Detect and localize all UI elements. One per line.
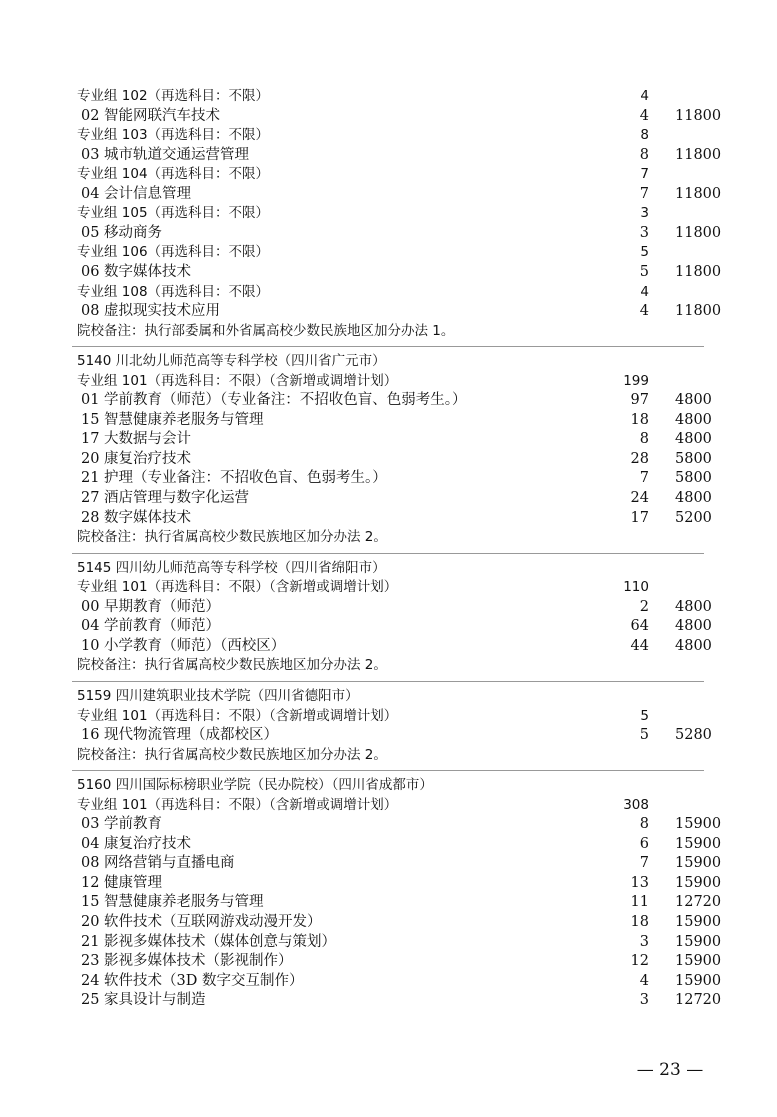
plan-count: 2 — [639, 598, 649, 615]
major-row — [0, 449, 777, 469]
plan-count: 5 — [640, 707, 649, 724]
row-label: 5159 四川建筑职业技术学院（四川省德阳市） — [77, 687, 359, 704]
row-label: 15 智慧健康养老服务与管理 — [81, 411, 264, 428]
row-label: 专业组 101（再选科目：不限）（含新增或调增计划） — [77, 579, 398, 596]
major-row — [0, 184, 777, 204]
tuition-fee: 4800 — [675, 598, 712, 615]
school-header — [0, 351, 777, 371]
major-row — [0, 106, 777, 126]
row-label: 16 现代物流管理（成都校区） — [81, 727, 279, 744]
tuition-fee: 11800 — [675, 224, 722, 241]
row-label: 专业组 101（再选科目：不限）（含新增或调增计划） — [77, 372, 398, 389]
plan-count: 13 — [630, 874, 649, 891]
tuition-fee: 15900 — [675, 933, 722, 950]
plan-count: 17 — [630, 509, 649, 526]
tuition-fee: 4800 — [675, 618, 712, 635]
section-divider — [72, 770, 704, 771]
group-row — [0, 282, 777, 302]
row-label: 专业组 105（再选科目：不限） — [77, 205, 270, 222]
group-row — [0, 125, 777, 145]
tuition-fee: 4800 — [675, 431, 712, 448]
row-label: 5160 四川国际标榜职业学院（民办院校）（四川省成都市） — [77, 777, 433, 794]
plan-count: 7 — [639, 470, 649, 487]
plan-count: 7 — [640, 166, 649, 183]
row-label: 院校备注：执行省属高校少数民族地区加分办法 2。 — [77, 529, 387, 546]
plan-count: 3 — [639, 224, 649, 241]
group-row — [0, 164, 777, 184]
row-label: 10 小学教育（师范）（西校区） — [81, 637, 286, 654]
row-label: 08 网络营销与直播电商 — [81, 855, 235, 872]
school-note — [0, 321, 777, 341]
major-row — [0, 262, 777, 282]
tuition-fee: 11800 — [675, 107, 722, 124]
major-row — [0, 951, 777, 971]
row-label: 27 酒店管理与数字化运营 — [81, 490, 250, 506]
tuition-fee: 11800 — [675, 263, 722, 280]
major-row — [0, 834, 777, 854]
tuition-fee: 12720 — [675, 992, 722, 1009]
plan-count: 4 — [639, 107, 649, 124]
row-label: 专业组 106（再选科目：不限） — [77, 244, 270, 261]
plan-count: 8 — [639, 431, 649, 448]
row-label: 04 会计信息管理 — [81, 185, 192, 202]
section-divider — [72, 553, 704, 554]
plan-count: 64 — [630, 618, 649, 635]
plan-count: 5 — [640, 244, 649, 261]
row-label: 25 家具设计与制造 — [81, 992, 206, 1009]
section-divider — [72, 681, 704, 682]
plan-count: 3 — [639, 933, 649, 950]
group-row — [0, 706, 777, 726]
major-row — [0, 429, 777, 449]
major-row — [0, 468, 777, 488]
major-row — [0, 814, 777, 834]
section-divider — [72, 346, 704, 347]
plan-count: 97 — [630, 392, 649, 409]
group-row — [0, 203, 777, 223]
major-row — [0, 390, 777, 410]
row-label: 12 健康管理 — [81, 874, 163, 891]
row-label: 5145 四川幼儿师范高等专科学校（四川省绵阳市） — [77, 559, 386, 576]
row-label: 03 城市轨道交通运营管理 — [81, 146, 250, 163]
row-label: 28 数字媒体技术 — [81, 509, 192, 526]
tuition-fee: 5800 — [675, 470, 712, 487]
row-label: 08 虚拟现实技术应用 — [81, 303, 221, 320]
plan-count: 18 — [630, 411, 649, 428]
row-label: 05 移动商务 — [81, 224, 163, 241]
row-label: 20 软件技术（互联网游戏动漫开发） — [81, 914, 322, 930]
tuition-fee: 15900 — [675, 835, 722, 852]
school-header — [0, 775, 777, 795]
row-label: 5140 川北幼儿师范高等专科学校（四川省广元市） — [77, 353, 386, 370]
plan-count: 4 — [640, 88, 649, 104]
row-label: 00 早期教育（师范） — [81, 598, 221, 615]
tuition-fee: 4800 — [675, 411, 712, 428]
row-label: 20 康复治疗技术 — [81, 450, 192, 467]
plan-count: 8 — [639, 816, 649, 833]
row-label: 02 智能网联汽车技术 — [81, 107, 221, 124]
school-note — [0, 745, 777, 765]
tuition-fee: 12720 — [675, 894, 722, 911]
plan-count: 5 — [639, 727, 649, 744]
tuition-fee: 4800 — [675, 392, 712, 409]
tuition-fee: 5280 — [675, 727, 712, 744]
plan-count: 24 — [630, 490, 649, 506]
plan-count: 4 — [639, 972, 649, 989]
tuition-fee: 11800 — [675, 146, 722, 163]
plan-count: 199 — [623, 372, 649, 389]
row-label: 院校备注：执行部委属和外省属高校少数民族地区加分办法 1。 — [77, 322, 455, 339]
row-label: 01 学前教育（师范）（专业备注：不招收色盲、色弱考生。） — [81, 392, 467, 409]
plan-count: 110 — [623, 579, 649, 596]
row-label: 04 学前教育（师范） — [81, 618, 221, 635]
group-row — [0, 577, 777, 597]
tuition-fee: 15900 — [675, 855, 722, 872]
plan-count: 7 — [639, 185, 649, 202]
major-row — [0, 892, 777, 912]
row-label: 17 大数据与会计 — [81, 431, 192, 448]
major-row — [0, 616, 777, 636]
major-row — [0, 971, 777, 991]
major-row — [0, 853, 777, 873]
plan-count: 11 — [630, 894, 649, 911]
row-label: 专业组 102（再选科目：不限） — [77, 88, 270, 104]
major-row — [0, 990, 777, 1010]
major-row — [0, 301, 777, 321]
major-row — [0, 410, 777, 430]
plan-count: 3 — [639, 992, 649, 1009]
school-note — [0, 527, 777, 547]
plan-count: 6 — [639, 835, 649, 852]
tuition-fee: 4800 — [675, 490, 712, 506]
tuition-fee: 4800 — [675, 637, 712, 654]
major-row — [0, 597, 777, 617]
group-row — [0, 242, 777, 262]
plan-count: 44 — [630, 637, 649, 654]
row-label: 23 影视多媒体技术（影视制作） — [81, 953, 293, 970]
row-label: 专业组 108（再选科目：不限） — [77, 283, 270, 300]
row-label: 专业组 103（再选科目：不限） — [77, 127, 270, 144]
page-number: — 23 — — [636, 1060, 704, 1080]
tuition-fee: 11800 — [675, 303, 722, 320]
tuition-fee: 15900 — [675, 972, 722, 989]
group-row — [0, 795, 777, 815]
row-label: 专业组 104（再选科目：不限） — [77, 166, 270, 183]
major-row — [0, 873, 777, 893]
major-row — [0, 145, 777, 165]
row-label: 24 软件技术（3D 数字交互制作） — [81, 972, 304, 989]
row-label: 03 学前教育 — [81, 816, 163, 833]
major-row — [0, 636, 777, 656]
plan-count: 8 — [639, 146, 649, 163]
tuition-fee: 15900 — [675, 914, 722, 930]
plan-count: 18 — [630, 914, 649, 930]
plan-count: 4 — [639, 303, 649, 320]
plan-count: 7 — [639, 855, 649, 872]
plan-count: 3 — [640, 205, 649, 222]
major-row — [0, 488, 777, 508]
school-note — [0, 655, 777, 675]
school-header — [0, 558, 777, 578]
plan-count: 4 — [640, 283, 649, 300]
row-label: 21 影视多媒体技术（媒体创意与策划） — [81, 933, 337, 950]
row-label: 院校备注：执行省属高校少数民族地区加分办法 2。 — [77, 657, 387, 674]
row-label: 院校备注：执行省属高校少数民族地区加分办法 2。 — [77, 746, 387, 763]
school-header — [0, 686, 777, 706]
major-row — [0, 508, 777, 528]
tuition-fee: 5200 — [675, 509, 712, 526]
major-row — [0, 912, 777, 932]
row-label: 04 康复治疗技术 — [81, 835, 192, 852]
plan-count: 308 — [623, 796, 649, 813]
major-row — [0, 223, 777, 243]
tuition-fee: 15900 — [675, 953, 722, 970]
row-label: 专业组 101（再选科目：不限）（含新增或调增计划） — [77, 707, 398, 724]
plan-count: 8 — [640, 127, 649, 144]
tuition-fee: 15900 — [675, 816, 722, 833]
major-row — [0, 725, 777, 745]
plan-count: 28 — [630, 450, 649, 467]
tuition-fee: 15900 — [675, 874, 722, 891]
tuition-fee: 11800 — [675, 185, 722, 202]
tuition-fee: 5800 — [675, 450, 712, 467]
row-label: 专业组 101（再选科目：不限）（含新增或调增计划） — [77, 796, 398, 813]
row-label: 06 数字媒体技术 — [81, 263, 192, 280]
plan-count: 12 — [630, 953, 649, 970]
group-row — [0, 86, 777, 106]
major-row — [0, 932, 777, 952]
group-row — [0, 371, 777, 391]
row-label: 21 护理（专业备注：不招收色盲、色弱考生。） — [81, 470, 387, 487]
row-label: 15 智慧健康养老服务与管理 — [81, 894, 264, 911]
plan-count: 5 — [639, 263, 649, 280]
